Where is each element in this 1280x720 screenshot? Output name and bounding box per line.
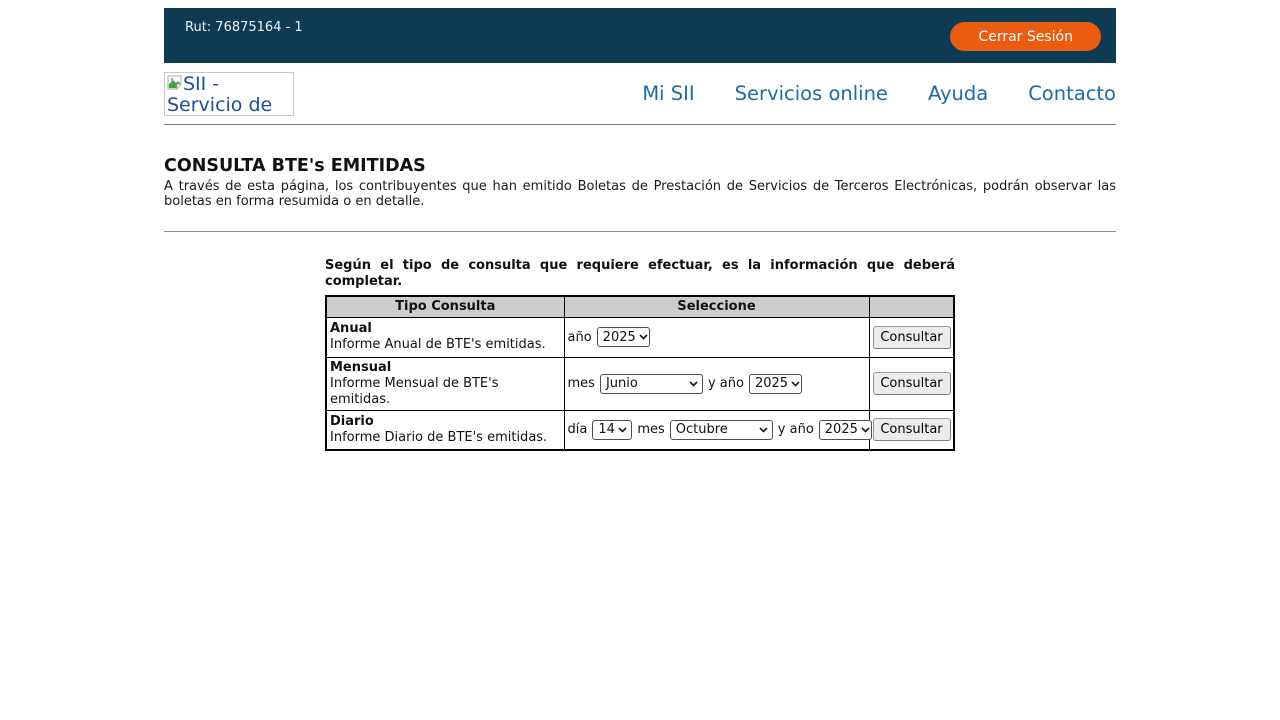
session-bar <box>164 8 1116 63</box>
diario-ano-select[interactable] <box>819 420 872 440</box>
anual-type-label: Anual <box>330 321 372 336</box>
mensual-mes-label: mes <box>567 376 595 391</box>
diario-mes-value: Octubre <box>675 422 728 438</box>
page-title: CONSULTA BTE's EMITIDAS <box>164 156 426 176</box>
instruction-text: Según el tipo de consulta que requiere efectuar, es la información que deberá completar. <box>325 258 955 289</box>
mensual-ano-select[interactable] <box>749 374 802 394</box>
divider <box>164 231 1116 232</box>
chevron-down-icon <box>759 427 768 433</box>
chevron-down-icon <box>639 334 648 340</box>
diario-tipo-cell <box>326 410 564 450</box>
diario-ano-label: y año <box>777 422 814 438</box>
diario-dia-value: 14 <box>598 422 615 438</box>
nav-contacto[interactable]: Contacto <box>1028 82 1116 105</box>
diario-dia-label: día <box>567 422 588 438</box>
main-nav <box>642 82 1116 105</box>
mensual-description: Informe Mensual de BTE's emitidas. <box>330 375 499 407</box>
table-row-mensual <box>326 357 954 410</box>
sii-logo-broken-image[interactable] <box>164 72 294 116</box>
consultar-diario-button[interactable]: Consultar <box>873 418 951 441</box>
anual-tipo-cell <box>326 317 564 357</box>
consulta-block <box>325 258 955 451</box>
mensual-mes-value: Junio <box>605 376 638 391</box>
mensual-ano-value: 2025 <box>754 376 789 391</box>
page-container <box>164 0 1116 451</box>
header-empty <box>869 296 954 317</box>
anual-ano-label: año <box>567 329 592 345</box>
mensual-ano-label: y año <box>707 376 744 391</box>
rut-label: Rut: 76875164 - 1 <box>185 20 303 35</box>
anual-ano-select[interactable] <box>597 327 650 347</box>
chevron-down-icon <box>689 381 698 387</box>
anual-select-cell <box>564 317 869 357</box>
consultar-mensual-button[interactable]: Consultar <box>873 372 951 395</box>
nav-mi-sii[interactable]: Mi SII <box>642 82 695 105</box>
header-tipo-consulta: Tipo Consulta <box>326 296 564 317</box>
anual-ano-value: 2025 <box>602 329 636 345</box>
logout-button[interactable]: Cerrar Sesión <box>950 22 1101 51</box>
diario-ano-value: 2025 <box>824 422 858 438</box>
diario-type-label: Diario <box>330 413 374 429</box>
broken-image-icon <box>167 75 182 90</box>
diario-mes-label: mes <box>637 422 665 438</box>
mensual-mes-select[interactable] <box>600 374 703 394</box>
diario-description: Informe Diario de BTE's emitidas. <box>330 429 548 445</box>
chevron-down-icon <box>791 381 800 387</box>
nav-ayuda[interactable]: Ayuda <box>927 82 989 105</box>
mensual-action-cell <box>869 357 954 410</box>
nav-servicios-online[interactable]: Servicios online <box>734 82 888 105</box>
consultar-anual-button[interactable]: Consultar <box>873 326 951 349</box>
table-row-anual <box>326 317 954 357</box>
site-header <box>164 63 1116 125</box>
page-description: A través de esta página, los contribuyentes que han emitido Boletas de Prestación de Servicios de Terceros Electrónicas, podrán observar las boletas en forma resumida o en detalle. <box>164 179 1116 209</box>
mensual-tipo-cell <box>326 357 564 410</box>
table-header-row <box>326 296 954 317</box>
diario-action-cell <box>869 410 954 450</box>
diario-mes-select[interactable] <box>670 420 773 440</box>
consulta-table <box>325 295 955 451</box>
diario-dia-select[interactable] <box>592 420 632 440</box>
header-seleccione: Seleccione <box>564 296 869 317</box>
anual-description: Informe Anual de BTE's emitidas. <box>330 337 546 352</box>
chevron-down-icon <box>861 427 870 433</box>
anual-action-cell <box>869 317 954 357</box>
logo-alt-text: SII - Servicio de <box>167 72 273 116</box>
diario-select-cell <box>564 410 869 450</box>
chevron-down-icon <box>618 427 627 433</box>
table-row-diario <box>326 410 954 450</box>
mensual-select-cell <box>564 357 869 410</box>
mensual-type-label: Mensual <box>330 359 392 375</box>
